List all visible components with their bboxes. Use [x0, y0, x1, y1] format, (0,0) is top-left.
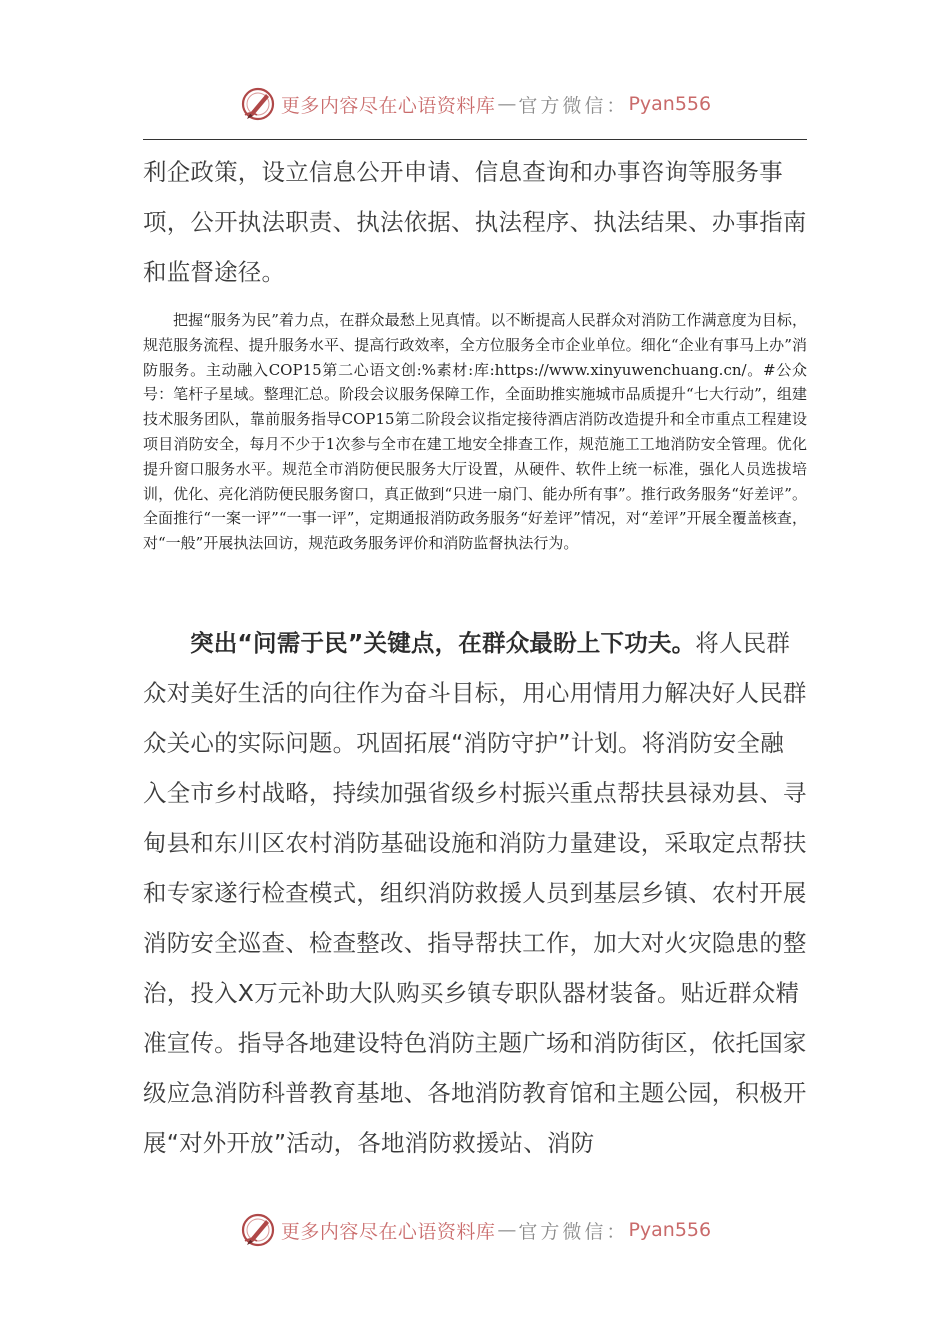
paragraph-2: 把握“服务为民”着力点，在群众最愁上见真情。以不断提高人民群众对消防工作满意度为目标，规范服务流程、提升服务水平、提高行政效率，全方位服务全市企业单位。细化“企业有事马上办”消防服务。主动融入COP15第二心语文创:%素材:库:https://www.xinyuwenchuang.cn/。#公众号：笔杆子星域。整理汇总。阶段会议服务保障工作，全面助推实施城市品质提升“七大行动”，组建技术服务团队，靠前服务指导COP15第二阶段会议指定接待酒店消防改造提升和全市重点工程建设项目消防安全，每月不少于1次参与全市在建工地安全排查工作，规范施工工地消防安全管理。优化提升窗口服务水平。规范全市消防便民服务大厅设置，从硬件、软件上统一标准，强化人员选拔培训，优化、亮化消防便民服务窗口，真正做到“只进一扇门、能办所有事”。推行政务服务“好差评”。全面推行“一案一评”“一事一评”，定期通报消防政务服务“好差评”情况，对“差评”开展全覆盖核查，对“一般”开展执法回访，规范政务服务评价和消防监督执法行为。 [143, 311, 807, 553]
paragraph-3 [143, 618, 807, 1168]
paragraph-3-text: 将人民群众对美好生活的向往作为奋斗目标，用心用情用力解决好人民群众关心的实际问题。巩固拓展“消防守护”计划。将消防安全融入全市乡村战略，持续加强省级乡村振兴重点帮扶县禄劝县、寻甸县和东川区农村消防基础设施和消防力量建设，采取定点帮扶和专家遂行检查模式，组织消防救援人员到基层乡镇、农村开展消防安全巡查、检查整改、指导帮扶工作，加大对火灾隐患的整治，投入X万元补助大队购买乡镇专职队器材装备。贴近群众精准宣传。指导各地建设特色消防主题广场和消防街区，依托国家级应急消防科普教育基地、各地消防教育馆和主题公园，积极开展“对外开放”活动，各地消防救援站、消防 [143, 629, 807, 1157]
pen-logo-icon [239, 1211, 277, 1249]
header-banner-text: 更多内容尽在心语资料库 [280, 94, 496, 117]
pen-logo-icon [239, 85, 277, 123]
header-banner [0, 84, 950, 124]
header-dash: — [497, 93, 517, 115]
header-wechat-label: 官方微信： [518, 94, 629, 117]
paragraph-1: 利企政策，设立信息公开申请、信息查询和办事咨询等服务事项，公开执法职责、执法依据、执法程序、执法结果、办事指南和监督途径。 [143, 158, 807, 286]
footer-wechat-id: Pyan556 [628, 1219, 712, 1241]
footer-banner [0, 1210, 950, 1250]
header-wechat-id: Pyan556 [628, 93, 712, 115]
paragraph-3-heading: 突出“问需于民”关键点，在群众最盼上下功夫。 [190, 629, 696, 657]
header-divider [143, 139, 807, 140]
footer-banner-text: 更多内容尽在心语资料库 [280, 1220, 496, 1243]
footer-dash: — [497, 1219, 517, 1241]
footer-wechat-label: 官方微信： [518, 1220, 629, 1243]
